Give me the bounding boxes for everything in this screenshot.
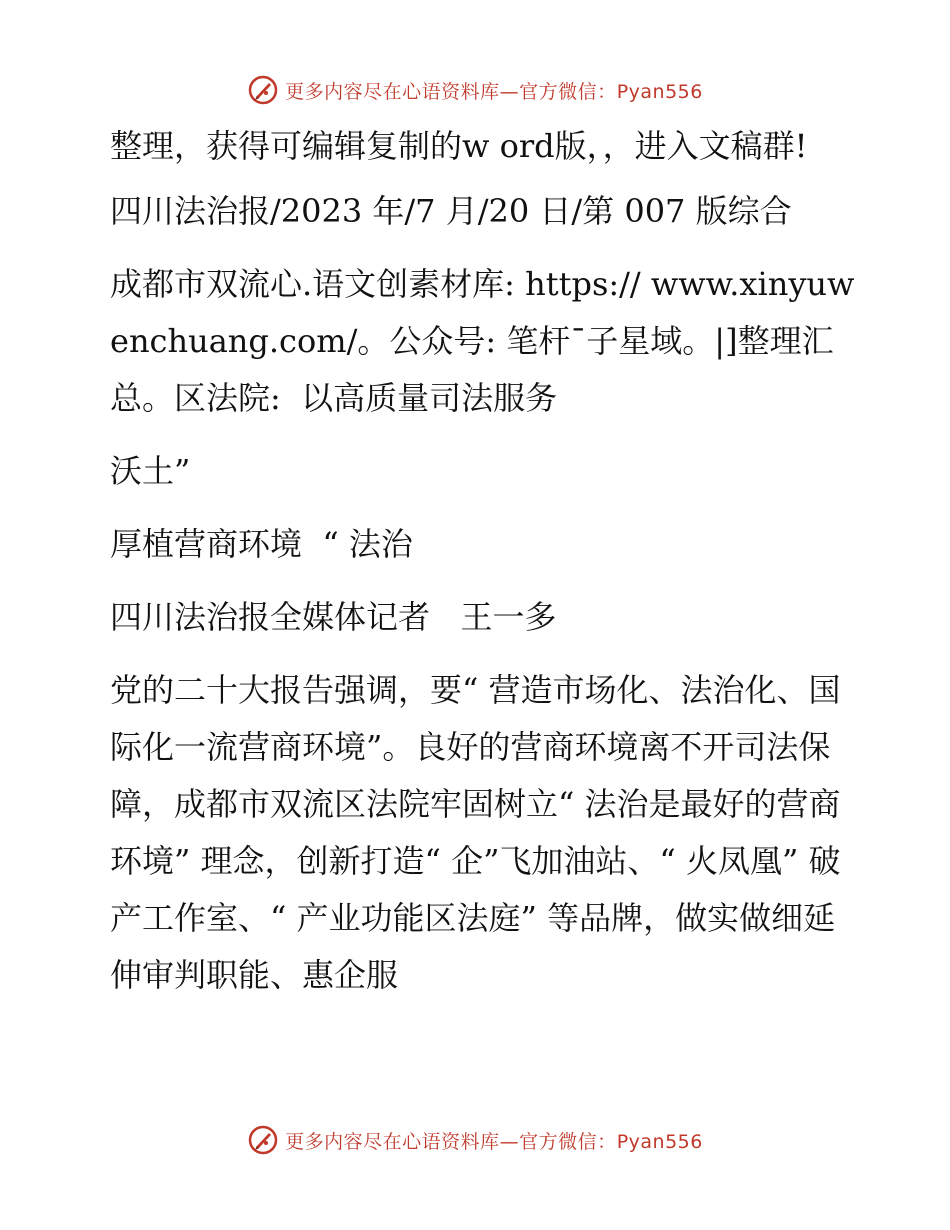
watermark-banner-bottom [0, 1120, 950, 1160]
watermark-wechat-label: 官方微信： [519, 1130, 617, 1153]
watermark-banner-top [0, 70, 950, 110]
watermark-wechat-id: Pyan556 [616, 80, 703, 103]
watermark-separator: — [499, 1130, 520, 1153]
watermark-site-text: 更多内容尽在心语资料库 [285, 80, 500, 103]
watermark-wechat-label: 官方微信： [519, 80, 617, 103]
watermark-banner-inner-bottom [247, 1124, 703, 1156]
watermark-wechat-id: Pyan556 [616, 1130, 703, 1153]
watermark-banner-inner [247, 74, 703, 106]
watermark-site-text: 更多内容尽在心语资料库 [285, 1130, 500, 1153]
paragraph-headline-part-2: 沃土” [110, 452, 191, 490]
quill-pen-seal-icon [247, 74, 279, 106]
paragraph-intro: 整理，获得可编辑复制的w ord版，，进入文稿群! [110, 127, 808, 165]
paragraph-source-line: 四川法治报/2023 年/7 月/20 日/第 007 版综合 [110, 192, 792, 230]
paragraph-headline-part-3: 厚植营商环境 “ 法治 [110, 525, 413, 563]
watermark-text [285, 77, 703, 104]
paragraph-headline-part-1: 成都市双流心.语文创素材库: https:// www.xinyuwenchuang.com/。公众号: 笔杆¯子星域。|]整理汇总。区法院: 以高质量司法服务 [110, 265, 855, 417]
paragraph-body: 党的二十大报告强调，要“ 营造市场化、法治化、国际化一流营商环境”。良好的营商环境离不开司法保障，成都市双流区法院牢固树立“ 法治是最好的营商环境” 理念，创新打造“ 企”飞加油站、“ 火凤凰” 破产工作室、“ 产业功能区法庭” 等品牌，做实做细延伸审判职能、惠企服 [110, 671, 841, 994]
document-body [97, 118, 857, 1004]
paragraph-byline: 四川法治报全媒体记者 王一多 [110, 598, 557, 636]
watermark-separator: — [499, 80, 520, 103]
watermark-text-bottom [285, 1127, 703, 1154]
quill-pen-seal-icon [247, 1124, 279, 1156]
